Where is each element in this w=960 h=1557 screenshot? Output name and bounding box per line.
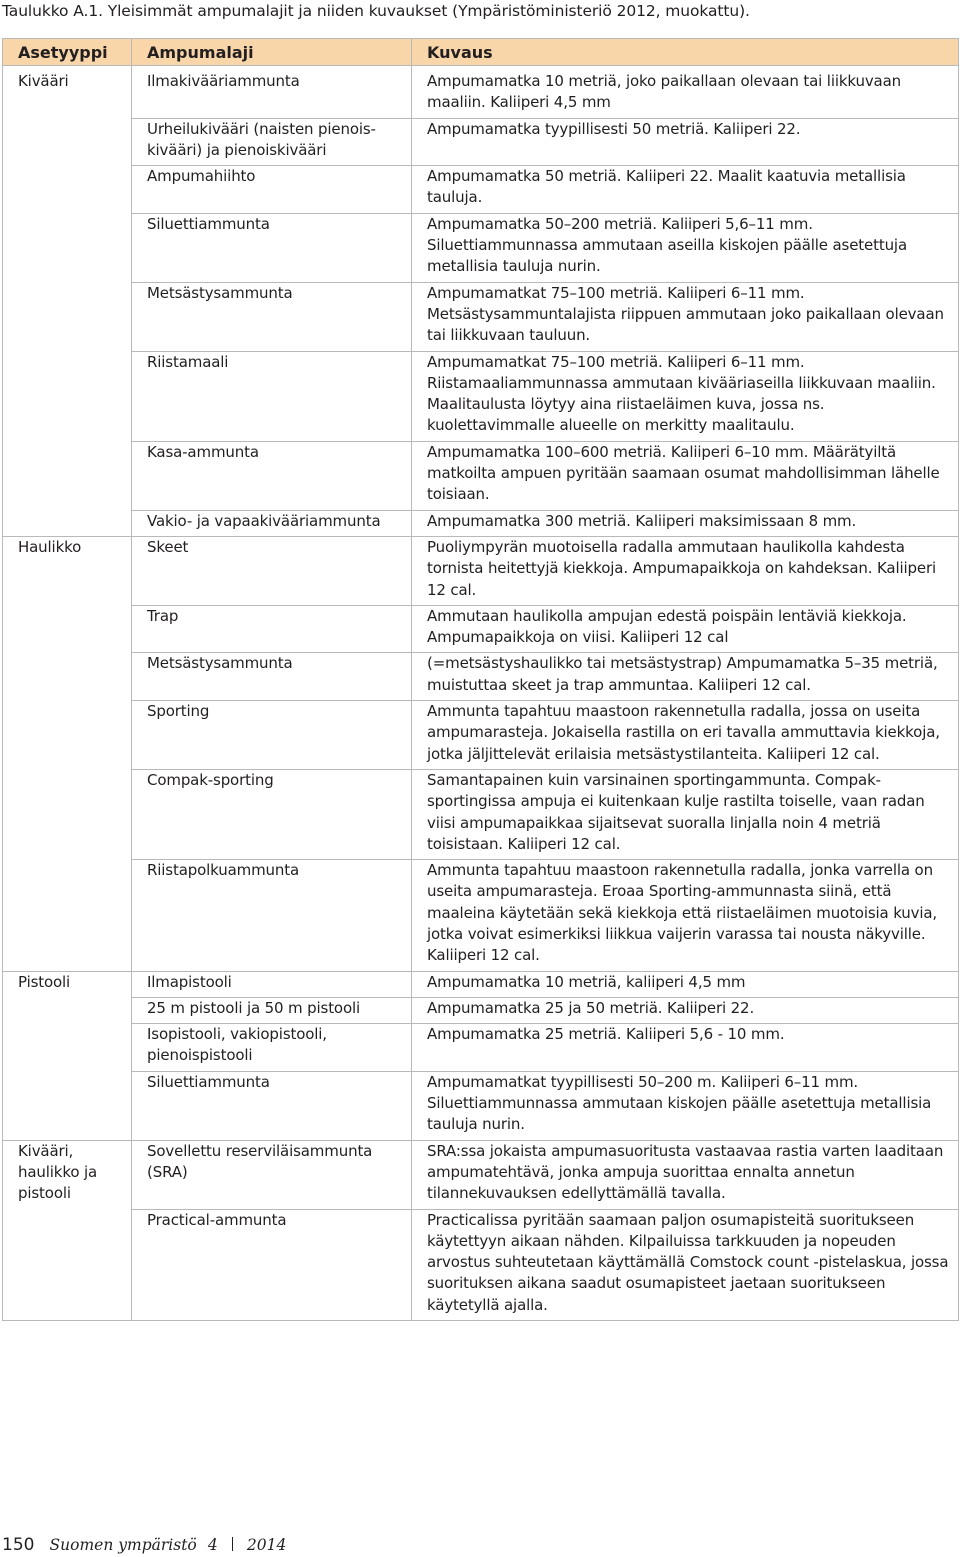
description-cell: Ampumamatka 10 metriä, joko paikallaan olevaan tai liikkuvaan maaliin. Kaliiperi 4,5 mm [412, 66, 959, 119]
description-cell: Practicalissa pyritään saamaan paljon osumapisteitä suoritukseen käytettyyn aikaan nähden. Kilpailuissa tarkkuuden ja nopeuden arvostus suhteutetaan käyttämällä Comstock count -pistelaskua, jossa suorituksen aikana saadut osumapisteet jaetaan suoritukseen käytetyllä ajalla. [412, 1209, 959, 1320]
discipline-cell: Metsästysammunta [132, 653, 412, 701]
discipline-cell: Sovellettu reserviläisammunta (SRA) [132, 1140, 412, 1209]
discipline-cell: Ilmakivääriammunta [132, 66, 412, 119]
table-row [3, 971, 959, 997]
table-caption: Taulukko A.1. Yleisimmät ampumalajit ja niiden kuvaukset (Ympäristöministeriö 2012, muokattu). [2, 2, 750, 20]
table-row [3, 510, 959, 536]
description-cell: Ampumamatka 100–600 metriä. Kaliiperi 6–10 mm. Määrätyiltä matkoilta ampuen pyritään saamaan osumat mahdollisimman lähelle toisiaan. [412, 441, 959, 510]
discipline-cell: Siluettiammunta [132, 1071, 412, 1140]
description-cell: Ampumamatka tyypillisesti 50 metriä. Kaliiperi 22. [412, 118, 959, 166]
table-row [3, 213, 959, 282]
description-cell: Ammutaan haulikolla ampujan edestä poispäin lentäviä kiekkoja. Ampumapaikkoja on viisi. Kaliiperi 12 cal [412, 605, 959, 653]
publication-name: Suomen ympäristö [49, 1536, 197, 1554]
discipline-cell: Isopistooli, vakiopistooli, pienoispistooli [132, 1024, 412, 1072]
table-row [3, 1024, 959, 1072]
discipline-cell: Kasa-ammunta [132, 441, 412, 510]
discipline-cell: Skeet [132, 536, 412, 605]
discipline-cell: Ampumahiihto [132, 166, 412, 214]
discipline-cell: Trap [132, 605, 412, 653]
table-row [3, 536, 959, 605]
header-weapon-type: Asetyyppi [3, 39, 132, 66]
discipline-cell: Vakio- ja vapaakivääriammunta [132, 510, 412, 536]
table-row [3, 118, 959, 166]
description-cell: Ampumamatkat 75–100 metriä. Kaliiperi 6–11 mm. Metsästysammuntalajista riippuen ammutaan joko paikallaan olevaan tai liikkuvaan tauluun. [412, 282, 959, 351]
discipline-cell: Urheilukivääri (naisten pienois-kivääri) ja pienoiskivääri [132, 118, 412, 166]
header-description: Kuvaus [412, 39, 959, 66]
description-cell: Ampumamatka 25 ja 50 metriä. Kaliiperi 22. [412, 997, 959, 1023]
description-cell: Ammunta tapahtuu maastoon rakennetulla radalla, jonka varrella on useita ampumarasteja. Eroaa Sporting-ammunnasta siinä, että maaleina käytetään sekä kiekkoja että riistaeläimen muotoisia kuvia, jotka voivat esimerkiksi liikkua vaijerin varassa tai nousta näkyville. Kaliiperi 12 cal. [412, 860, 959, 971]
description-cell: Ampumamatkat tyypillisesti 50–200 m. Kaliiperi 6–11 mm. Siluettiammunnassa ammutaan kiskojen päälle asetettuja metallisia tauluja nurin. [412, 1071, 959, 1140]
group-rifle: Kivääri [3, 66, 132, 537]
group-shotgun: Haulikko [3, 536, 132, 971]
description-cell: Ampumamatka 300 metriä. Kaliiperi maksimissaan 8 mm. [412, 510, 959, 536]
table-row [3, 1140, 959, 1209]
footer-divider [232, 1537, 233, 1551]
discipline-cell: Ilmapistooli [132, 971, 412, 997]
table-row [3, 1209, 959, 1320]
table-row [3, 1071, 959, 1140]
publication-year: 2014 [246, 1536, 287, 1554]
table-row [3, 860, 959, 971]
table-row [3, 66, 959, 119]
table-row [3, 769, 959, 859]
discipline-cell: Practical-ammunta [132, 1209, 412, 1320]
discipline-cell: Compak-sporting [132, 769, 412, 859]
discipline-cell: Riistapolkuammunta [132, 860, 412, 971]
description-cell: Ampumamatka 50 metriä. Kaliiperi 22. Maalit kaatuvia metallisia tauluja. [412, 166, 959, 214]
description-cell: (=metsästyshaulikko tai metsästystrap) Ampumamatka 5–35 metriä, muistuttaa skeet ja trap ammuntaa. Kaliiperi 12 cal. [412, 653, 959, 701]
table-row [3, 166, 959, 214]
table-row [3, 351, 959, 441]
description-cell: Ampumamatkat 75–100 metriä. Kaliiperi 6–11 mm. Riistamaaliammunnassa ammutaan kivääriaseilla liikkuvaan maaliin. Maalitaulusta löytyy aina riistaeläimen kuva, jossa ns. kuolettavimmalle alueelle on merkitty maalitaulu. [412, 351, 959, 441]
table-row [3, 701, 959, 770]
description-cell: Samantapainen kuin varsinainen sportingammunta. Compak-sportingissa ampuja ei kuitenkaan kulje rastilta toiselle, vaan radan viisi ampumapaikkaa sijaitsevat suoralla linjalla noin 4 metriä toisistaan. Kaliiperi 12 cal. [412, 769, 959, 859]
description-cell: Puoliympyrän muotoisella radalla ammutaan haulikolla kahdesta tornista heitettyjä kiekkoja. Ampumapaikkoja on kahdeksan. Kaliiperi 12 cal. [412, 536, 959, 605]
discipline-cell: Metsästysammunta [132, 282, 412, 351]
group-pistol: Pistooli [3, 971, 132, 1140]
discipline-cell: Riistamaali [132, 351, 412, 441]
discipline-cell: 25 m pistooli ja 50 m pistooli [132, 997, 412, 1023]
group-combined: Kivääri, haulikko ja pistooli [3, 1140, 132, 1320]
description-cell: SRA:ssa jokaista ampumasuoritusta vastaavaa rastia varten laaditaan ampumatehtävä, jonka ampuja suorittaa ennalta annetun tilannekuvauksen edellyttämällä tavalla. [412, 1140, 959, 1209]
table-row [3, 653, 959, 701]
header-discipline: Ampumalaji [132, 39, 412, 66]
description-cell: Ammunta tapahtuu maastoon rakennetulla radalla, jossa on useita ampumarasteja. Jokaisella rastilla on eri tavalla ammuttavia kiekkoja, jotka jäljittelevät erilaisia metsästystilanteita. Kaliiperi 12 cal. [412, 701, 959, 770]
table-row [3, 282, 959, 351]
description-cell: Ampumamatka 25 metriä. Kaliiperi 5,6 - 10 mm. [412, 1024, 959, 1072]
discipline-cell: Siluettiammunta [132, 213, 412, 282]
description-cell: Ampumamatka 50–200 metriä. Kaliiperi 5,6–11 mm. Siluettiammunnassa ammutaan aseilla kiskojen päälle asetettuja metallisia tauluja nurin. [412, 213, 959, 282]
table-row [3, 997, 959, 1023]
discipline-cell: Sporting [132, 701, 412, 770]
table-row [3, 605, 959, 653]
page-footer [2, 1534, 286, 1556]
issue-number: 4 [207, 1536, 218, 1554]
page-number: 150 [2, 1535, 35, 1555]
shooting-disciplines-table [2, 38, 959, 1321]
description-cell: Ampumamatka 10 metriä, kaliiperi 4,5 mm [412, 971, 959, 997]
table-row [3, 441, 959, 510]
table-header-row [3, 39, 959, 66]
